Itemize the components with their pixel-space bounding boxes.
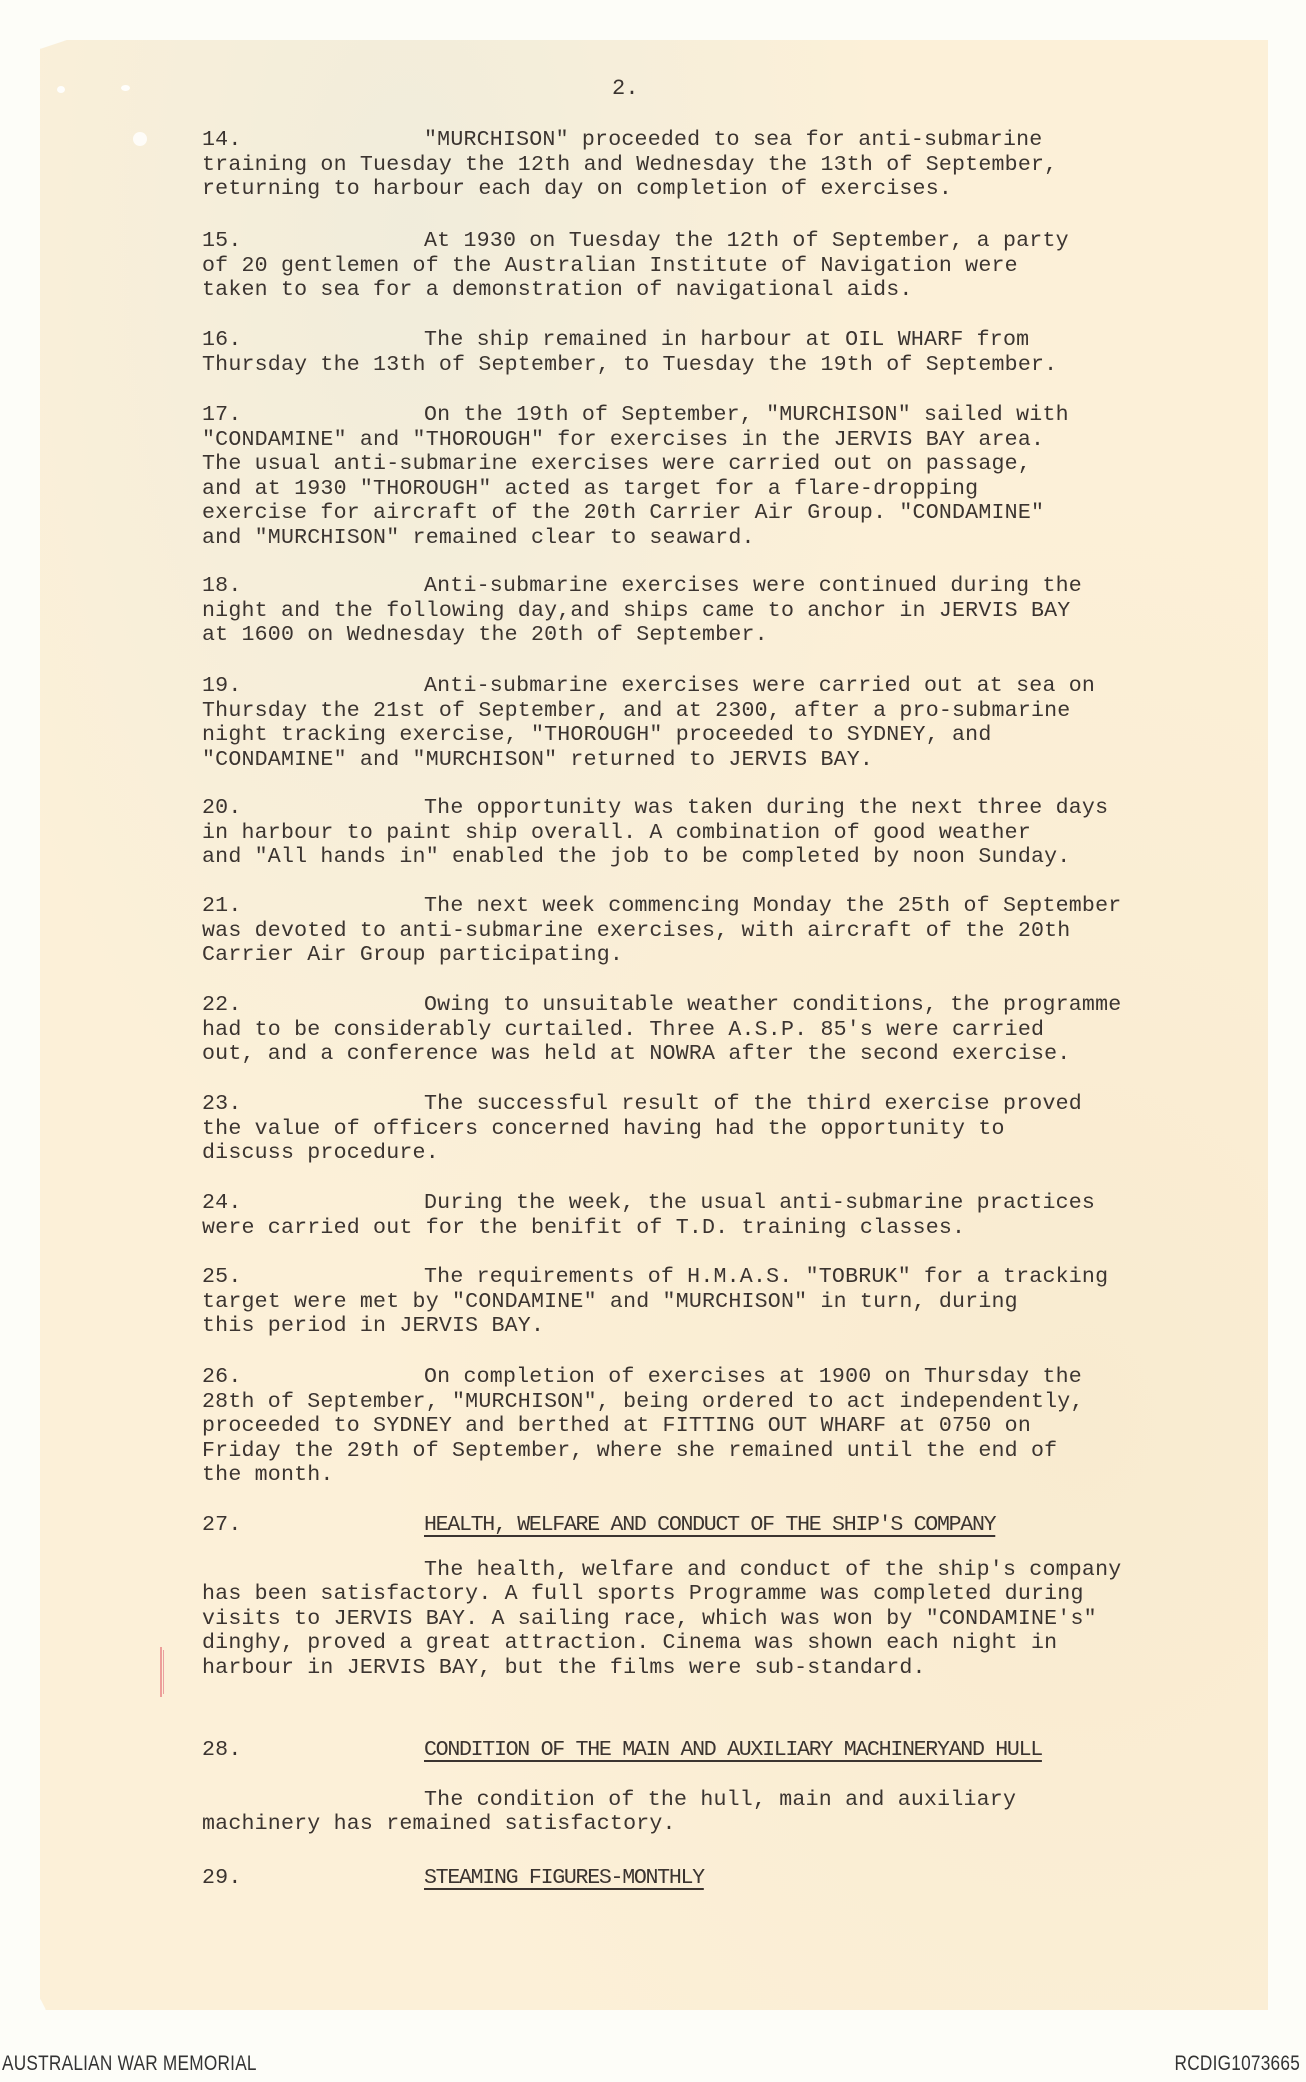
paragraph-line: Owing to unsuitable weather conditions, the programme	[424, 993, 1122, 1017]
paragraph-line: exercise for aircraft of the 20th Carrier Air Group. "CONDAMINE"	[202, 501, 1045, 525]
paragraph-line: the value of officers concerned having had the opportunity to	[202, 1116, 1005, 1141]
paragraph-line: The next week commencing Monday the 25th of September	[424, 894, 1122, 918]
paragraph-line: 28th of September, "MURCHISON", being ordered to act independently,	[202, 1389, 1084, 1414]
paragraph-line: dinghy, proved a great attraction. Cinema was shown each night in	[202, 1631, 1058, 1655]
paragraph-line: At 1930 on Tuesday the 12th of September, a party	[424, 229, 1069, 253]
paragraph-line: Anti-submarine exercises were carried out at sea on	[424, 674, 1096, 698]
paragraph-line: target were met by "CONDAMINE" and "MURCHISON" in turn, during	[202, 1289, 1018, 1314]
section-29	[202, 1866, 1242, 1891]
paragraph-line: and "MURCHISON" remained clear to seaward.	[202, 525, 755, 550]
section-number: 27.	[202, 1513, 242, 1537]
paragraph-line: machinery has remained satisfactory.	[202, 1812, 676, 1836]
section-number: 28.	[202, 1738, 242, 1762]
paragraph-number: 16.	[202, 328, 242, 352]
paragraph-line: Thursday the 21st of September, and at 2300, after a pro-submarine	[202, 698, 1071, 723]
paragraph-line: "CONDAMINE" and "THOROUGH" for exercises in the JERVIS BAY area.	[202, 427, 1045, 452]
paragraph-line: and "All hands in" enabled the job to be completed by noon Sunday.	[202, 845, 1071, 869]
paragraph-number: 17.	[202, 403, 242, 427]
paragraph-line: was devoted to anti-submarine exercises, with aircraft of the 20th	[202, 918, 1071, 943]
paragraph-number: 25.	[202, 1265, 242, 1289]
paragraph-18	[202, 574, 1242, 648]
paragraph-line: "CONDAMINE" and "MURCHISON" returned to JERVIS BAY.	[202, 747, 874, 772]
paragraph-line: night and the following day,and ships came to anchor in JERVIS BAY	[202, 598, 1071, 623]
paragraph-21	[202, 894, 1242, 968]
paragraph-line: harbour in JERVIS BAY, but the films were sub-standard.	[202, 1655, 926, 1680]
paragraph-number: 15.	[202, 229, 242, 253]
paragraph-17	[202, 403, 1242, 550]
footer-reference: RCDIG1073665	[1174, 2052, 1300, 2075]
paragraph-line: The ship remained in harbour at OIL WHARF from	[424, 328, 1030, 352]
paragraph-22	[202, 993, 1242, 1067]
paragraph-number: 24.	[202, 1191, 242, 1215]
paragraph-line: visits to JERVIS BAY. A sailing race, which was won by "CONDAMINE's"	[202, 1606, 1097, 1631]
paragraph-24	[202, 1191, 1242, 1240]
section-heading: HEALTH, WELFARE AND CONDUCT OF THE SHIP'S COMPANY	[424, 1513, 996, 1537]
paragraph-line: were carried out for the benifit of T.D. training classes.	[202, 1215, 966, 1240]
paragraph-line: During the week, the usual anti-submarine practices	[424, 1191, 1096, 1215]
paragraph-number: 14.	[202, 128, 242, 152]
section-27	[202, 1513, 1242, 1680]
paragraph-line: The successful result of the third exercise proved	[424, 1092, 1082, 1116]
paragraph-line: this period in JERVIS BAY.	[202, 1314, 545, 1338]
paragraph-line: The opportunity was taken during the next three days	[424, 796, 1109, 820]
paragraph-line: proceeded to SYDNEY and berthed at FITTING OUT WHARF at 0750 on	[202, 1414, 1031, 1438]
footer-institution: AUSTRALIAN WAR MEMORIAL	[2, 2052, 257, 2075]
paragraph-line: "MURCHISON" proceeded to sea for anti-submarine	[424, 128, 1043, 152]
paragraph-19	[202, 674, 1242, 772]
paragraph-line: Friday the 29th of September, where she remained until the end of	[202, 1438, 1058, 1463]
paragraph-26	[202, 1365, 1242, 1488]
paragraph-line: discuss procedure.	[202, 1141, 439, 1165]
paragraph-line: The requirements of H.M.A.S. "TOBRUK" for a tracking	[424, 1265, 1109, 1289]
paragraph-number: 19.	[202, 674, 242, 698]
section-heading: CONDITION OF THE MAIN AND AUXILIARY MACHINERYAND HULL	[424, 1738, 1042, 1762]
paragraph-14	[202, 128, 1242, 202]
paragraph-line: The condition of the hull, main and auxiliary	[424, 1787, 1017, 1812]
paragraph-line: taken to sea for a demonstration of navigational aids.	[202, 278, 913, 302]
paragraph-line: On completion of exercises at 1900 on Thursday the	[424, 1365, 1082, 1389]
paragraph-line: Anti-submarine exercises were continued during the	[424, 574, 1082, 598]
paragraph-number: 26.	[202, 1365, 242, 1389]
paragraph-number: 18.	[202, 574, 242, 598]
paragraph-15	[202, 229, 1242, 303]
paragraph-line: Carrier Air Group participating.	[202, 943, 624, 967]
paragraph-line: out, and a conference was held at NOWRA after the second exercise.	[202, 1042, 1071, 1066]
paragraph-number: 23.	[202, 1092, 242, 1116]
section-number: 29.	[202, 1866, 242, 1890]
paragraph-line: the month.	[202, 1463, 334, 1487]
paragraph-line: Thursday the 13th of September, to Tuesday the 19th of September.	[202, 352, 1058, 377]
paragraph-line: The usual anti-submarine exercises were carried out on passage,	[202, 452, 1031, 476]
paragraph-number: 22.	[202, 993, 242, 1017]
paragraph-number: 20.	[202, 796, 242, 820]
page-number: 2.	[612, 76, 639, 101]
paragraph-line: had to be considerably curtailed. Three A.S.P. 85's were carried	[202, 1017, 1045, 1042]
paragraph-line: has been satisfactory. A full sports Programme was completed during	[202, 1582, 1084, 1606]
paragraph-line: night tracking exercise, "THOROUGH" proceeded to SYDNEY, and	[202, 723, 992, 747]
paragraph-line: in harbour to paint ship overall. A combination of good weather	[202, 820, 1031, 845]
paragraph-line: The health, welfare and conduct of the ship's company	[424, 1557, 1122, 1582]
paragraph-20	[202, 796, 1242, 870]
paragraph-line: of 20 gentlemen of the Australian Institute of Navigation were	[202, 253, 1018, 278]
paragraph-line: and at 1930 "THOROUGH" acted as target for a flare-dropping	[202, 476, 979, 501]
paragraph-line: at 1600 on Wednesday the 20th of September.	[202, 623, 768, 647]
section-heading: STEAMING FIGURES-MONTHLY	[424, 1866, 704, 1890]
paragraph-line: returning to harbour each day on completion of exercises.	[202, 177, 953, 201]
section-28	[202, 1738, 1242, 1837]
paragraph-line: training on Tuesday the 12th and Wednesday the 13th of September,	[202, 152, 1058, 177]
paragraph-25	[202, 1265, 1242, 1339]
paragraph-16	[202, 328, 1242, 377]
paragraph-23	[202, 1092, 1242, 1166]
paragraph-number: 21.	[202, 894, 242, 918]
paragraph-line: On the 19th of September, "MURCHISON" sailed with	[424, 403, 1069, 427]
